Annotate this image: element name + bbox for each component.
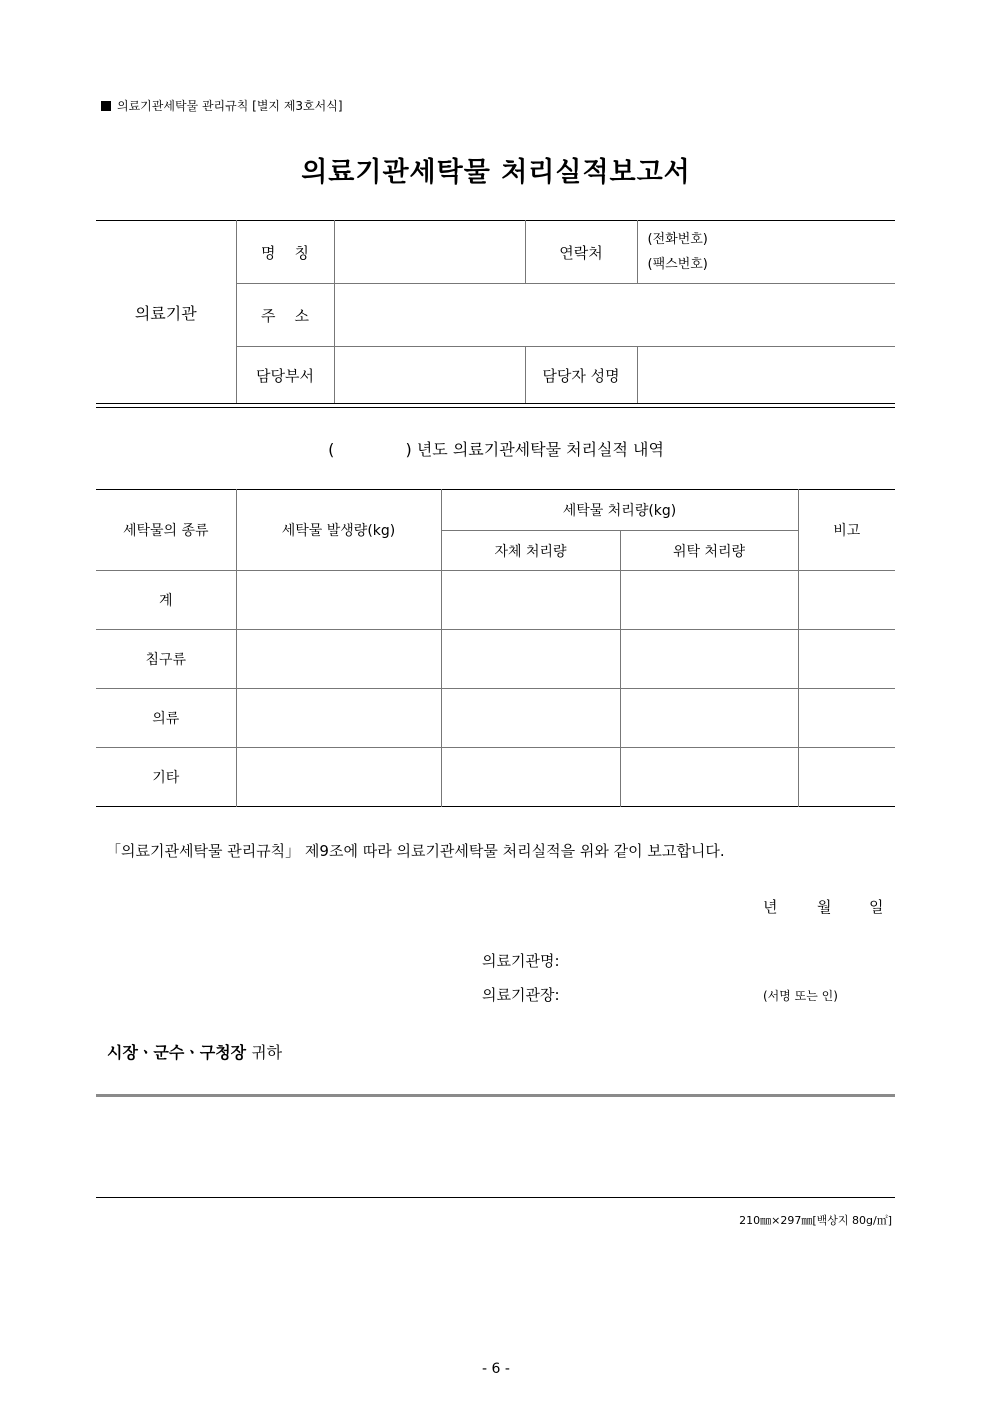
dept-field[interactable] — [334, 347, 525, 404]
outsourced-cell[interactable] — [620, 689, 798, 748]
address-field[interactable] — [334, 284, 895, 347]
laundry-table — [96, 489, 895, 807]
date-year-label: 년 — [763, 898, 778, 916]
self-cell[interactable] — [441, 748, 620, 807]
recipient — [107, 1040, 282, 1063]
institution-info-table — [96, 220, 895, 404]
col-type-header: 세탁물의 종류 — [96, 490, 236, 571]
date-day-label: 일 — [869, 898, 884, 916]
institution-section-label: 의료기관 — [96, 221, 236, 404]
generated-cell[interactable] — [236, 748, 441, 807]
address-label: 주 소 — [236, 284, 334, 347]
name-field[interactable] — [334, 221, 525, 284]
self-cell[interactable] — [441, 630, 620, 689]
row-label: 침구류 — [96, 630, 236, 689]
person-label: 담당자 성명 — [525, 347, 637, 404]
self-cell[interactable] — [441, 571, 620, 630]
remarks-cell[interactable] — [798, 689, 895, 748]
outsourced-cell[interactable] — [620, 571, 798, 630]
generated-cell[interactable] — [236, 630, 441, 689]
table-row — [96, 689, 895, 748]
person-field[interactable] — [637, 347, 895, 404]
page-number: - 6 - — [482, 1361, 510, 1377]
outsourced-cell[interactable] — [620, 748, 798, 807]
contact-field[interactable] — [637, 221, 895, 284]
recipient-suffix: 귀하 — [246, 1043, 283, 1062]
footer-divider-thick — [96, 1094, 895, 1097]
document-title: 의료기관세탁물 처리실적보고서 — [301, 157, 691, 188]
remarks-cell[interactable] — [798, 630, 895, 689]
col-generated-header: 세탁물 발생량(kg) — [236, 490, 441, 571]
col-outsourced-header: 위탁 처리량 — [620, 531, 798, 571]
table-row — [96, 571, 895, 630]
year-line: ( ) 년도 의료기관세탁물 처리실적 내역 — [328, 440, 664, 459]
double-divider — [96, 403, 895, 408]
name-label: 명 칭 — [236, 221, 334, 284]
self-cell[interactable] — [441, 689, 620, 748]
phone-label: (전화번호) — [647, 232, 708, 247]
contact-label: 연락처 — [525, 221, 637, 284]
square-bullet-icon — [101, 101, 111, 111]
col-processed-header: 세탁물 처리량(kg) — [441, 490, 798, 531]
row-label: 계 — [96, 571, 236, 630]
institution-name-label: 의료기관명: — [482, 952, 560, 970]
date-month-label: 월 — [817, 898, 832, 916]
footer-divider-thin — [96, 1197, 895, 1198]
form-label-text: 의료기관세탁물 관리규칙 [별지 제3호서식] — [117, 99, 343, 113]
table-row — [96, 630, 895, 689]
paper-spec: 210㎜×297㎜[백상지 80g/㎡] — [739, 1214, 892, 1227]
table-row — [96, 748, 895, 807]
outsourced-cell[interactable] — [620, 630, 798, 689]
remarks-cell[interactable] — [798, 571, 895, 630]
generated-cell[interactable] — [236, 571, 441, 630]
fax-label: (팩스번호) — [647, 257, 708, 272]
sign-hint: (서명 또는 인) — [763, 989, 838, 1003]
col-remarks-header: 비고 — [798, 490, 895, 571]
col-self-header: 자체 처리량 — [441, 531, 620, 571]
remarks-cell[interactable] — [798, 748, 895, 807]
recipient-title: 시장ㆍ군수ㆍ구청장 — [107, 1043, 247, 1062]
institution-head-label: 의료기관장: — [482, 986, 560, 1004]
report-statement: 「의료기관세탁물 관리규칙」 제9조에 따라 의료기관세탁물 처리실적을 위와 같이 보고합니다. — [106, 842, 725, 860]
row-label: 기타 — [96, 748, 236, 807]
row-label: 의류 — [96, 689, 236, 748]
dept-label: 담당부서 — [236, 347, 334, 404]
form-label — [101, 97, 343, 114]
generated-cell[interactable] — [236, 689, 441, 748]
